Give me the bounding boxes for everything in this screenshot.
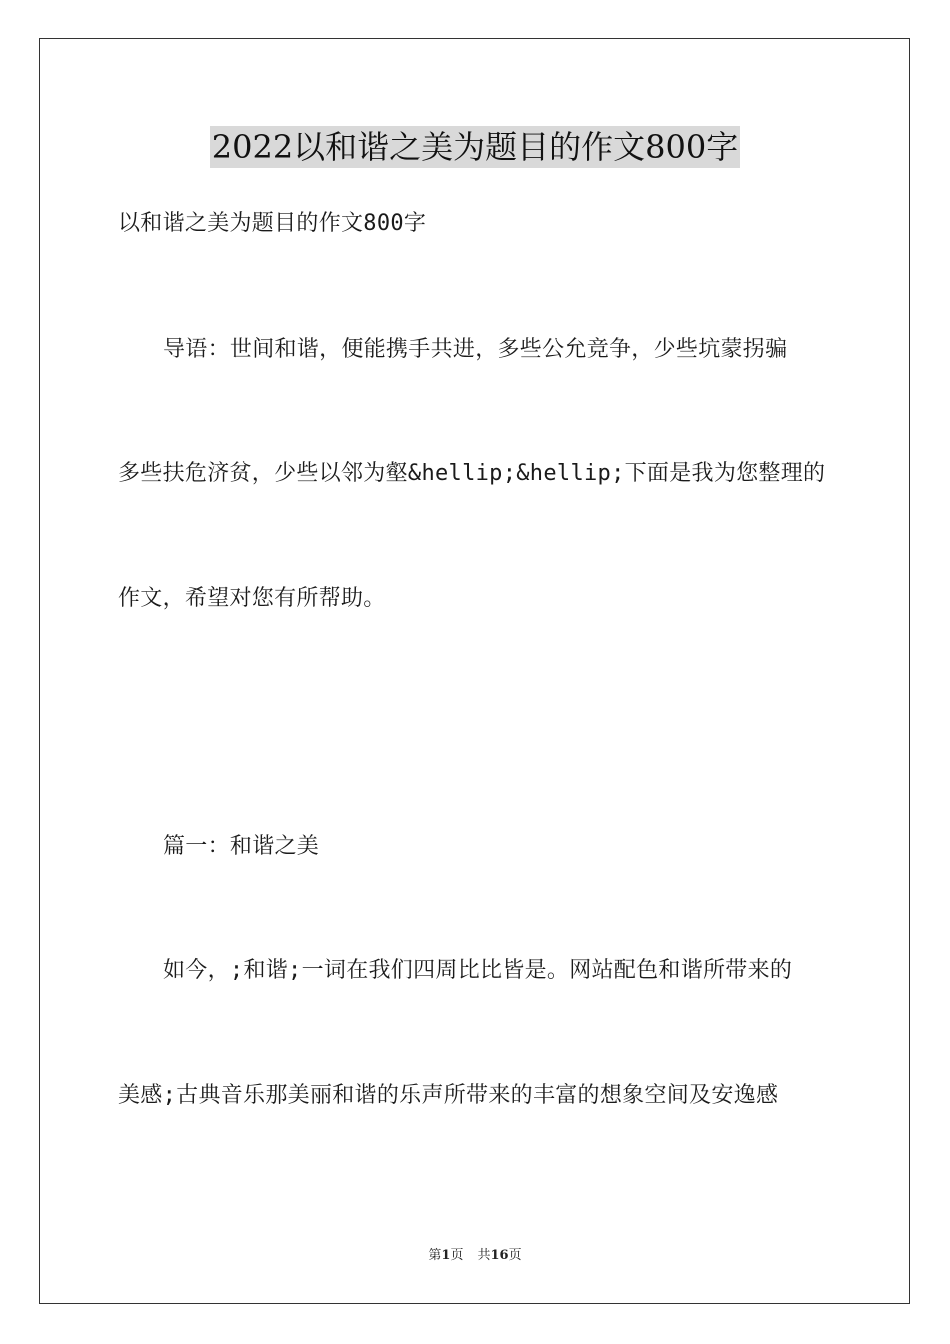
footer-page-current: 1 (441, 1248, 451, 1263)
paragraph-line: 美感;古典音乐那美丽和谐的乐声所带来的丰富的想象空间及安逸感 (118, 1083, 779, 1108)
footer-page-prefix: 第 (428, 1248, 442, 1263)
page-footer (0, 1247, 950, 1265)
document-title: 2022以和谐之美为题目的作文800字 (211, 128, 739, 166)
paragraph-line: 导语：世间和谐，便能携手共进，多些公允竞争，少些坑蒙拐骗 (163, 337, 788, 362)
paragraph-line: 多些扶危济贫，少些以邻为壑&hellip;&hellip;下面是我为您整理的 (118, 461, 826, 486)
paragraph-line: 如今，;和谐;一词在我们四周比比皆是。网站配色和谐所带来的 (163, 958, 793, 983)
section-heading: 篇一：和谐之美 (163, 834, 320, 859)
paragraph-line: 作文，希望对您有所帮助。 (118, 586, 386, 611)
footer-page-unit: 页 (450, 1248, 464, 1263)
document-subtitle: 以和谐之美为题目的作文800字 (118, 211, 427, 236)
title-container (0, 126, 950, 168)
footer-total-prefix: 共 (477, 1248, 491, 1263)
footer-total-unit: 页 (508, 1248, 522, 1263)
footer-page-total: 16 (490, 1248, 509, 1263)
